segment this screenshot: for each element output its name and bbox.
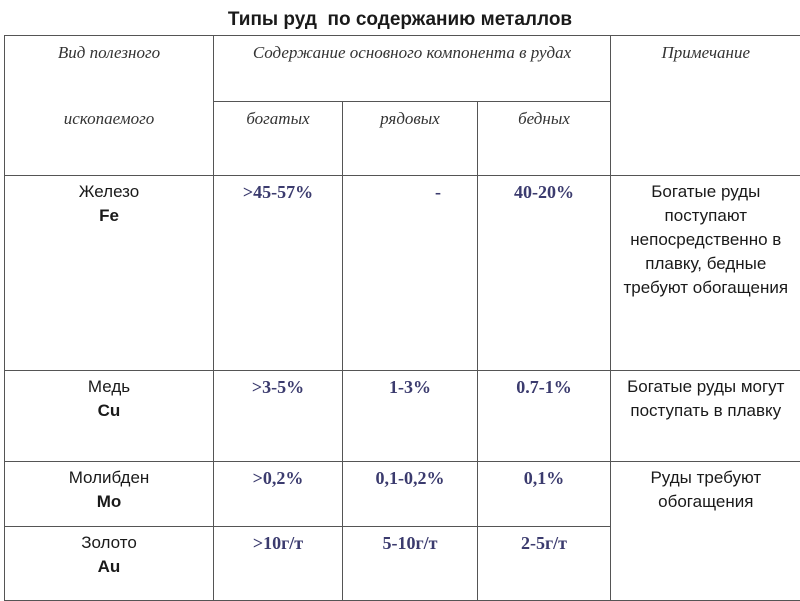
poor-value: 2-5г/т xyxy=(478,527,611,601)
note-header-empty xyxy=(611,102,800,176)
rich-value: >45-57% xyxy=(214,176,343,371)
rich-header: богатых xyxy=(214,102,343,176)
mineral-name: Молибден xyxy=(9,466,209,490)
note-cell: Богатые руды могут поступать в плавку xyxy=(611,371,800,462)
mineral-symbol: Au xyxy=(9,555,209,579)
mineral-cell xyxy=(5,176,214,371)
page-title: Типы руд по содержанию металлов xyxy=(0,9,800,31)
mineral-type-header-line1: Вид полезного xyxy=(58,43,160,62)
ordinary-value: - xyxy=(343,176,478,371)
table-row xyxy=(5,462,800,527)
mineral-symbol: Mo xyxy=(9,490,209,514)
note-cell: Руды требуют обогащения xyxy=(611,462,800,601)
mineral-cell xyxy=(5,527,214,601)
poor-header: бедных xyxy=(478,102,611,176)
table-header-row xyxy=(5,36,800,102)
mineral-name: Золото xyxy=(9,531,209,555)
mineral-type-header-line2: ископаемого xyxy=(5,102,214,176)
ordinary-value: 5-10г/т xyxy=(343,527,478,601)
mineral-name: Медь xyxy=(9,375,209,399)
note-cell: Богатые руды поступают непосредственно в плавку, бедные требуют обогащения xyxy=(611,176,800,371)
poor-value: 0.7-1% xyxy=(478,371,611,462)
rich-value: >3-5% xyxy=(214,371,343,462)
table-row xyxy=(5,176,800,371)
ordinary-value: 1-3% xyxy=(343,371,478,462)
poor-value: 0,1% xyxy=(478,462,611,527)
content-header: Содержание основного компонента в рудах xyxy=(214,36,611,102)
table-subheader-row xyxy=(5,102,800,176)
mineral-name: Железо xyxy=(9,180,209,204)
poor-value: 40-20% xyxy=(478,176,611,371)
ordinary-header: рядовых xyxy=(343,102,478,176)
mineral-symbol: Cu xyxy=(9,399,209,423)
mineral-cell xyxy=(5,371,214,462)
mineral-cell xyxy=(5,462,214,527)
table-row xyxy=(5,371,800,462)
mineral-type-header xyxy=(5,36,214,102)
ore-types-table xyxy=(4,35,800,601)
rich-value: >10г/т xyxy=(214,527,343,601)
rich-value: >0,2% xyxy=(214,462,343,527)
note-header: Примечание xyxy=(611,36,800,102)
mineral-symbol: Fe xyxy=(9,204,209,228)
ordinary-value: 0,1-0,2% xyxy=(343,462,478,527)
